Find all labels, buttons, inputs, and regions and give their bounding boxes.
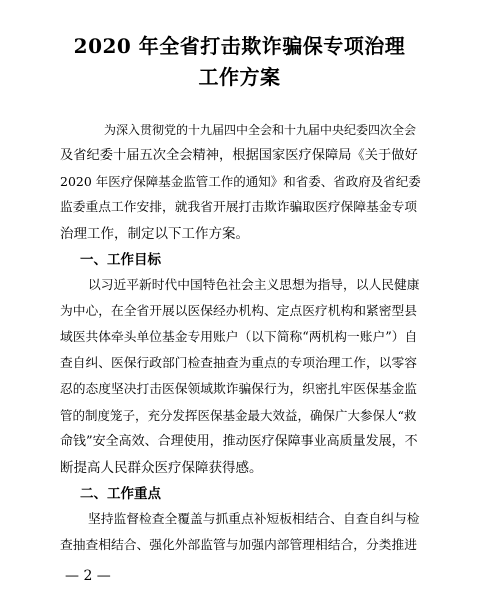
text-line: 忍的态度坚决打击医保领域欺诈骗保行为，织密扎牢医保基金监 <box>60 382 417 397</box>
text-line: 域医共体牵头单位基金专用账户（以下简称“两机构一账户”）自 <box>60 330 418 345</box>
text-line: 以习近平新时代中国特色社会主义思想为指导，以人民健康 <box>88 278 420 293</box>
text-line: 及省纪委十届五次全会精神，根据国家医疗保障局《关于做好 <box>60 148 418 163</box>
text-line: 查自纠、医保行政部门检查抽查为重点的专项治理工作，以零容 <box>60 356 417 371</box>
text-line: 坚持监督检查全覆盖与抓重点补短板相结合、自查自纠与检 <box>88 512 420 527</box>
text-line: 查抽查相结合、强化外部监管与加强内部管理相结合，分类推进 <box>60 538 417 553</box>
text-line: 命钱”安全高效、合理使用，推动医疗保障事业高质量发展，不 <box>60 434 418 449</box>
section-heading-goals: 一、工作目标 <box>80 252 161 268</box>
text-line: 为中心，在全省开展以医保经办机构、定点医疗机构和紧密型县 <box>60 304 417 319</box>
text-line: 监委重点工作安排，就我省开展打击欺诈骗取医疗保障基金专项 <box>60 200 417 215</box>
text-line: 2020 年医疗保障基金监管工作的通知》和省委、省政府及省纪委 <box>60 174 421 189</box>
text-line: 为深入贯彻党的十九届四中全会和十九届中央纪委四次全会 <box>104 123 417 137</box>
document-title-line-1: 2020 年全省打击欺诈骗保专项治理 <box>73 34 406 58</box>
section-heading-focus: 二、工作重点 <box>80 486 161 502</box>
text-line: 管的制度笼子，充分发挥医保基金最大效益，确保广大参保人“救 <box>60 408 417 423</box>
text-line: 断提高人民群众医疗保障获得感。 <box>60 460 263 476</box>
document-title-line-2: 工作方案 <box>198 65 281 89</box>
page-number: — 2 — <box>65 568 111 584</box>
text-line: 治理工作，制定以下工作方案。 <box>60 226 249 242</box>
